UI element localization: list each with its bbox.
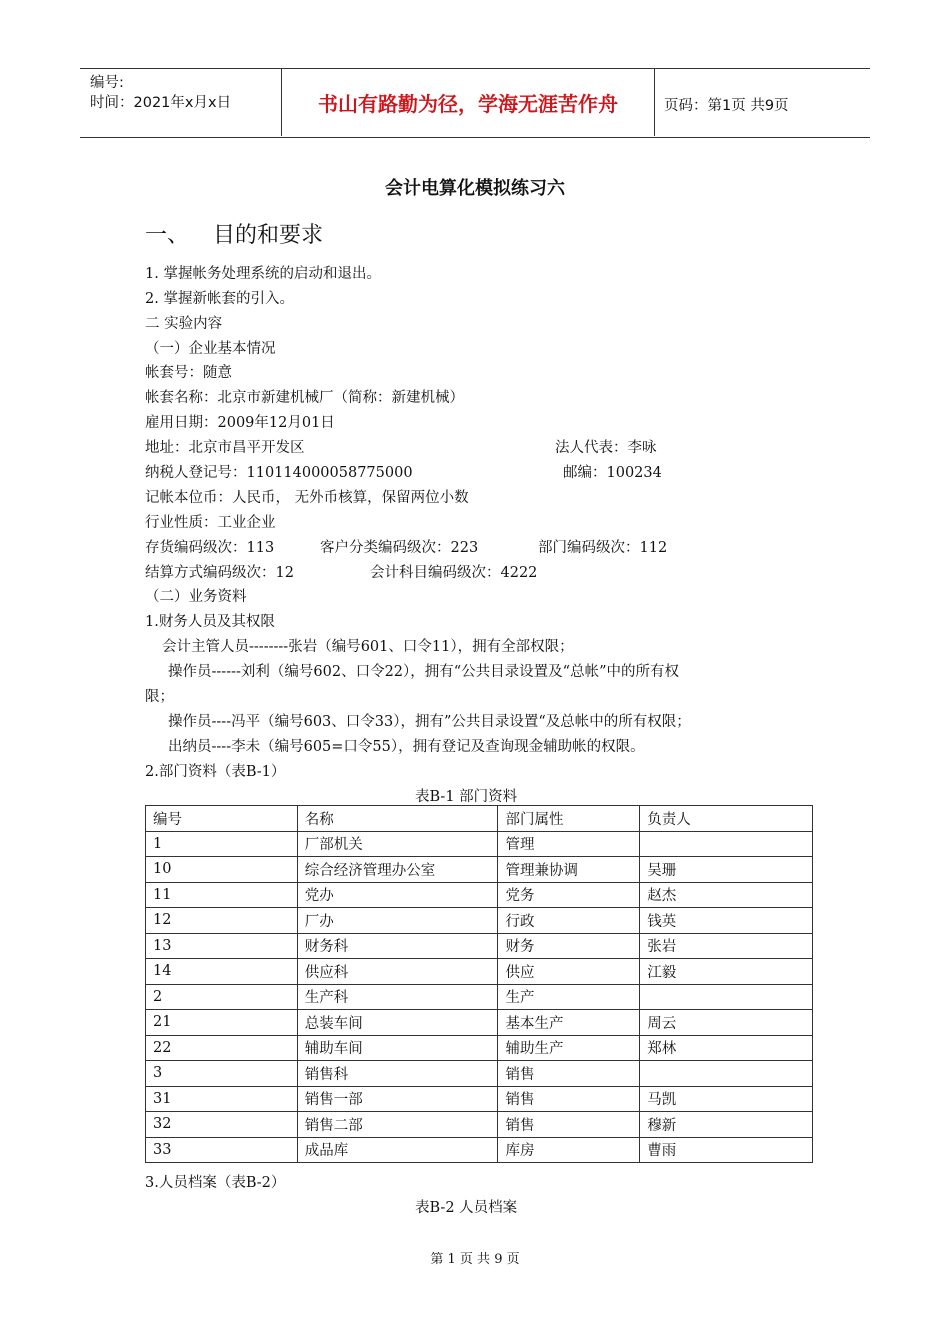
table-body <box>146 806 813 1163</box>
table-cell: 14 <box>146 959 298 985</box>
table-cell: 厂部机关 <box>297 831 498 857</box>
table-cell: 13 <box>146 933 298 959</box>
table-cell: 张岩 <box>640 933 813 959</box>
legal-rep: 法人代表：李咏 <box>555 440 657 456</box>
text-line: 出纳员----李未（编号605=口令55），拥有登记及查询现金辅助帐的权限。 <box>168 739 645 755</box>
time-label: 时间：2021年x月x日 <box>90 95 232 111</box>
table-cell: 成品库 <box>297 1137 498 1163</box>
table-cell: 1 <box>146 831 298 857</box>
table-cell: 21 <box>146 1010 298 1036</box>
text-line: 2. 掌握新帐套的引入。 <box>145 291 294 307</box>
table-cell: 生产 <box>498 984 640 1010</box>
table-cell: 库房 <box>498 1137 640 1163</box>
table-row <box>146 1061 813 1087</box>
table-row <box>146 908 813 934</box>
table-cell: 销售科 <box>297 1061 498 1087</box>
table-cell: 党办 <box>297 882 498 908</box>
postcode: 邮编：100234 <box>563 465 662 481</box>
header-page-info: 页码：第1页 共9页 <box>664 98 789 114</box>
table-cell: 22 <box>146 1035 298 1061</box>
table-cell: 周云 <box>640 1010 813 1036</box>
table-row <box>146 882 813 908</box>
table-row <box>146 831 813 857</box>
table-cell: 管理 <box>498 831 640 857</box>
table-row <box>146 857 813 883</box>
text-line: （一）企业基本情况 <box>145 341 276 357</box>
table-cell: 32 <box>146 1112 298 1138</box>
table-cell: 31 <box>146 1086 298 1112</box>
table-cell: 销售 <box>498 1086 640 1112</box>
text-line: 纳税人登记号：110114000058775000 <box>145 465 413 481</box>
text-line: 帐套号：随意 <box>145 365 232 381</box>
number-label: 编号: <box>90 75 124 91</box>
table-cell: 销售一部 <box>297 1086 498 1112</box>
table-row <box>146 1112 813 1138</box>
text-line: 2.部门资料（表B-1） <box>145 764 286 780</box>
table-cell: 厂办 <box>297 908 498 934</box>
page-header <box>80 68 870 138</box>
section-heading <box>145 218 323 249</box>
account-code: 会计科目编码级次：4222 <box>370 565 538 581</box>
table-cell: 穆新 <box>640 1112 813 1138</box>
text-line: 结算方式编码级次：12 <box>145 565 294 581</box>
text-line: 3.人员档案（表B-2） <box>145 1175 286 1191</box>
table-cell: 2 <box>146 984 298 1010</box>
header-cell: 名称 <box>297 806 498 832</box>
table-cell: 3 <box>146 1061 298 1087</box>
page-footer: 第 1 页 共 9 页 <box>430 1252 520 1267</box>
table-cell: 33 <box>146 1137 298 1163</box>
table-caption: 表B-1 部门资料 <box>415 789 518 805</box>
table-row <box>146 984 813 1010</box>
header-motto: 书山有路勤为径，学海无涯苦作舟 <box>281 68 655 136</box>
table-cell: 郑林 <box>640 1035 813 1061</box>
table-row <box>146 1137 813 1163</box>
department-table <box>145 805 813 1163</box>
table-cell: 党务 <box>498 882 640 908</box>
table-cell: 10 <box>146 857 298 883</box>
table-cell: 马凯 <box>640 1086 813 1112</box>
text-line: 存货编码级次：113 <box>145 540 275 556</box>
header-cell: 部门属性 <box>498 806 640 832</box>
table-cell <box>640 1061 813 1087</box>
text-line: 1.财务人员及其权限 <box>145 614 275 630</box>
table-cell: 财务 <box>498 933 640 959</box>
text-line: （二）业务资料 <box>145 589 247 605</box>
table-cell: 供应 <box>498 959 640 985</box>
table-row <box>146 1086 813 1112</box>
table-cell: 行政 <box>498 908 640 934</box>
document-title: 会计电算化模拟练习六 <box>385 178 565 199</box>
table-cell: 生产科 <box>297 984 498 1010</box>
text-line: 行业性质：工业企业 <box>145 515 276 531</box>
text-line: 记帐本位币：人民币， 无外币核算，保留两位小数 <box>145 490 469 506</box>
text-line: 地址：北京市昌平开发区 <box>145 440 305 456</box>
text-line: 会计主管人员--------张岩（编号601、口令11），拥有全部权限； <box>162 639 574 655</box>
table-cell: 赵杰 <box>640 882 813 908</box>
table-cell: 基本生产 <box>498 1010 640 1036</box>
table-cell <box>640 831 813 857</box>
text-line: 操作员----冯平（编号603、口令33），拥有”公共目录设置“及总帐中的所有权限； <box>168 714 691 730</box>
table-cell: 销售 <box>498 1061 640 1087</box>
table-cell <box>640 984 813 1010</box>
header-meta <box>90 73 231 113</box>
text-line: 操作员------刘利（编号602、口令22），拥有“公共目录设置及“总帐”中的所有权 <box>168 664 680 680</box>
table-cell: 财务科 <box>297 933 498 959</box>
text-line: 二 实验内容 <box>145 316 223 332</box>
table-cell: 销售二部 <box>297 1112 498 1138</box>
header-cell: 负责人 <box>640 806 813 832</box>
table-cell: 12 <box>146 908 298 934</box>
table-cell: 钱英 <box>640 908 813 934</box>
header-cell: 编号 <box>146 806 298 832</box>
table-cell: 吴珊 <box>640 857 813 883</box>
table-row <box>146 1010 813 1036</box>
table-cell: 11 <box>146 882 298 908</box>
text-line: 帐套名称：北京市新建机械厂（简称：新建机械） <box>145 390 464 406</box>
table-header-row <box>146 806 813 832</box>
table-cell: 江毅 <box>640 959 813 985</box>
table-row <box>146 1035 813 1061</box>
table-row <box>146 959 813 985</box>
customer-code: 客户分类编码级次：223 <box>320 540 479 556</box>
text-line: 限； <box>145 689 174 705</box>
table-cell: 管理兼协调 <box>498 857 640 883</box>
section-title: 目的和要求 <box>213 223 324 248</box>
table-row <box>146 933 813 959</box>
table-cell: 曹雨 <box>640 1137 813 1163</box>
table-caption: 表B-2 人员档案 <box>415 1200 518 1216</box>
text-line: 1. 掌握帐务处理系统的启动和退出。 <box>145 266 381 282</box>
table-cell: 辅助车间 <box>297 1035 498 1061</box>
section-number: 一、 <box>145 223 190 248</box>
table-cell: 销售 <box>498 1112 640 1138</box>
table-cell: 总装车间 <box>297 1010 498 1036</box>
table-cell: 辅助生产 <box>498 1035 640 1061</box>
table-cell: 供应科 <box>297 959 498 985</box>
text-line: 雇用日期：2009年12月01日 <box>145 415 335 431</box>
table-cell: 综合经济管理办公室 <box>297 857 498 883</box>
dept-code: 部门编码级次：112 <box>538 540 668 556</box>
